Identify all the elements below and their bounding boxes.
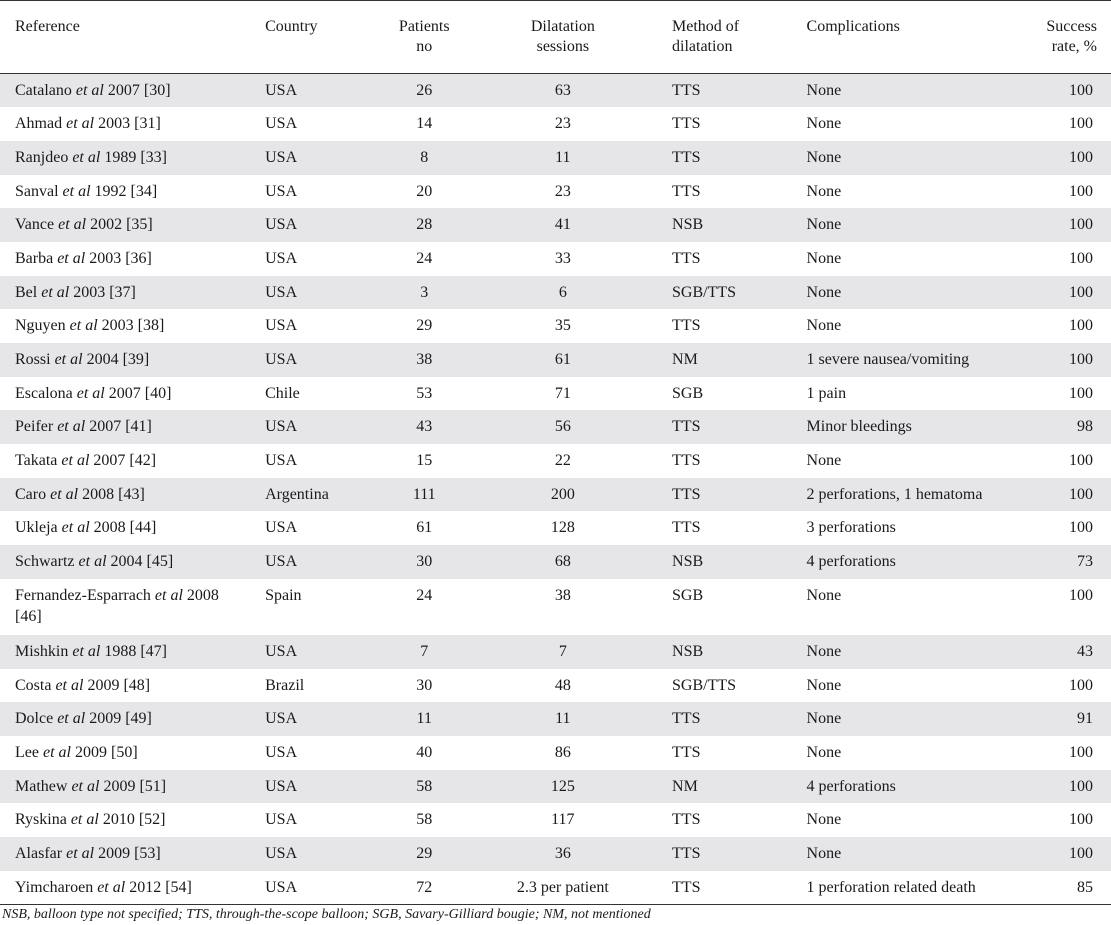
cell-patients: 3 — [420, 283, 429, 301]
reference-etal: et al — [58, 216, 87, 234]
cell-sessions: 36 — [554, 844, 571, 862]
cell-country: Spain — [265, 586, 302, 604]
cell-success-rate: 100 — [1069, 811, 1093, 829]
reference-year: 2004 [39] — [86, 351, 150, 368]
cell-method: TTS — [672, 485, 701, 503]
cell-method: TTS — [672, 82, 701, 99]
reference-author: Dolce — [15, 710, 54, 728]
reference-etal: et al — [50, 485, 79, 503]
cell-success-rate: 100 — [1069, 182, 1093, 200]
cell-country: USA — [265, 642, 298, 660]
reference-author: Costa — [15, 676, 52, 694]
cell-patients: 29 — [416, 317, 433, 335]
cell-method: SGB/TTS — [672, 283, 737, 301]
reference-author: Yimcharoen — [15, 878, 94, 896]
reference-etal: et al — [69, 317, 98, 335]
cell-reference — [0, 444, 251, 478]
cell-reference — [0, 669, 251, 703]
reference-etal: et al — [70, 811, 99, 829]
table-row — [0, 343, 1111, 377]
reference-author: Lee — [15, 743, 39, 761]
reference-year: 2007 [41] — [89, 418, 152, 436]
cell-success-rate: 85 — [1077, 878, 1093, 896]
reference-year: 2002 [35] — [90, 216, 153, 234]
reference-year: 2009 [50] — [74, 743, 138, 761]
table-row — [0, 579, 1111, 635]
reference-etal: et al — [76, 384, 105, 402]
table-row — [0, 242, 1111, 276]
cell-method: NM — [672, 777, 698, 795]
cell-method: TTS — [672, 519, 701, 537]
cell-reference — [0, 871, 251, 905]
header-row — [0, 1, 1111, 74]
cell-reference — [0, 410, 251, 444]
reference-year: 2009 [51] — [103, 777, 167, 795]
reference-etal: et al — [75, 82, 104, 99]
reference-year: 2003 [38] — [101, 317, 165, 335]
reference-author: Ukleja — [15, 519, 58, 537]
reference-year: 1989 [33] — [104, 148, 167, 166]
cell-complications: None — [806, 710, 842, 728]
cell-reference — [0, 141, 251, 175]
cell-country: USA — [265, 115, 298, 133]
table-row — [0, 511, 1111, 545]
cell-country: USA — [265, 283, 298, 301]
cell-sessions: 11 — [555, 148, 571, 166]
header-method-line1: Method of — [672, 18, 740, 35]
cell-patients: 38 — [416, 351, 433, 368]
cell-complications: 2 perforations, 1 hematoma — [806, 485, 983, 503]
table-row — [0, 635, 1111, 669]
cell-complications: None — [806, 216, 842, 234]
cell-complications: None — [806, 283, 842, 301]
reference-etal: et al — [54, 351, 83, 368]
cell-country: USA — [265, 452, 298, 470]
cell-reference — [0, 276, 251, 310]
header-country: Country — [265, 18, 318, 35]
reference-year: 2009 [48] — [87, 676, 151, 694]
cell-success-rate: 100 — [1069, 485, 1093, 503]
cell-reference — [0, 74, 251, 108]
header-method — [656, 1, 792, 74]
cell-reference — [0, 107, 251, 141]
reference-etal: et al — [61, 519, 90, 537]
reference-year: 2007 [42] — [93, 452, 157, 470]
cell-success-rate: 91 — [1077, 710, 1093, 728]
header-sessions — [470, 1, 656, 74]
reference-year: 2004 [45] — [110, 553, 174, 571]
table-row — [0, 702, 1111, 736]
header-reference: Reference — [15, 18, 80, 35]
cell-patients: 29 — [416, 844, 433, 862]
cell-method: SGB — [672, 384, 704, 402]
reference-etal: et al — [66, 844, 95, 862]
cell-success-rate: 100 — [1069, 844, 1093, 862]
reference-author: Caro — [15, 485, 47, 503]
cell-complications: 3 perforations — [806, 519, 896, 537]
cell-complications: None — [806, 811, 842, 829]
cell-patients: 28 — [416, 216, 433, 234]
cell-patients: 58 — [416, 777, 433, 795]
cell-sessions: 2.3 per patient — [516, 878, 609, 896]
cell-reference — [0, 343, 251, 377]
cell-sessions: 200 — [550, 485, 575, 503]
cell-sessions: 38 — [554, 586, 571, 604]
cell-patients: 72 — [416, 878, 433, 896]
cell-success-rate: 100 — [1069, 586, 1093, 604]
reference-author: Mishkin — [15, 642, 69, 660]
cell-country: USA — [265, 351, 298, 368]
cell-method: NSB — [672, 216, 704, 234]
table-row — [0, 309, 1111, 343]
cell-complications: None — [806, 642, 842, 660]
cell-complications: None — [806, 249, 842, 267]
cell-country: USA — [265, 182, 298, 200]
cell-patients: 24 — [416, 586, 433, 604]
cell-success-rate: 100 — [1069, 519, 1093, 537]
cell-complications: None — [806, 148, 842, 166]
cell-reference — [0, 511, 251, 545]
header-success-line2: rate, % — [1051, 38, 1097, 55]
cell-country: USA — [265, 878, 298, 896]
reference-year: 2009 [53] — [98, 844, 161, 862]
cell-country: USA — [265, 743, 298, 761]
reference-etal: et al — [154, 586, 183, 604]
cell-complications: 1 pain — [806, 384, 847, 402]
cell-method: TTS — [672, 811, 701, 829]
header-success-line1: Success — [1046, 18, 1097, 35]
cell-country: USA — [265, 216, 298, 234]
cell-sessions: 41 — [554, 216, 571, 234]
cell-patients: 8 — [420, 148, 429, 166]
cell-country: USA — [265, 249, 298, 267]
cell-success-rate: 100 — [1069, 777, 1093, 795]
cell-method: TTS — [672, 249, 701, 267]
cell-sessions: 35 — [554, 317, 571, 335]
table-row — [0, 208, 1111, 242]
cell-sessions: 33 — [554, 249, 571, 267]
cell-country: Chile — [265, 384, 300, 402]
cell-sessions: 71 — [554, 384, 571, 402]
reference-year: 2003 [31] — [98, 115, 161, 133]
reference-author: Takata — [15, 452, 58, 470]
cell-success-rate: 100 — [1069, 317, 1093, 335]
reference-author: Sanval — [15, 182, 59, 200]
cell-success-rate: 100 — [1069, 351, 1093, 368]
cell-success-rate: 100 — [1069, 743, 1093, 761]
reference-author: Escalona — [15, 384, 73, 402]
header-success — [1038, 1, 1111, 74]
cell-sessions: 11 — [555, 710, 571, 728]
cell-sessions: 68 — [554, 553, 571, 571]
cell-patients: 43 — [416, 418, 433, 436]
cell-reference — [0, 545, 251, 579]
header-patients-line2: no — [416, 38, 433, 55]
reference-author: Fernandez-Esparrach — [15, 586, 151, 604]
reference-author: Ahmad — [15, 115, 63, 133]
reference-author: Peifer — [15, 418, 54, 436]
cell-patients: 26 — [416, 82, 433, 99]
cell-method: SGB/TTS — [672, 676, 737, 694]
cell-success-rate: 100 — [1069, 148, 1093, 166]
cell-country: USA — [265, 148, 298, 166]
cell-patients: 30 — [416, 553, 433, 571]
cell-reference — [0, 702, 251, 736]
cell-complications: None — [806, 743, 842, 761]
header-sessions-line1: Dilatation — [530, 18, 595, 35]
cell-reference — [0, 770, 251, 804]
table-row — [0, 803, 1111, 837]
table-row — [0, 377, 1111, 411]
cell-complications: 4 perforations — [806, 553, 896, 571]
table-header — [0, 1, 1111, 74]
reference-author: Mathew — [15, 777, 68, 795]
table-row — [0, 669, 1111, 703]
cell-complications: None — [806, 317, 842, 335]
cell-success-rate: 73 — [1077, 553, 1093, 571]
cell-success-rate: 100 — [1069, 676, 1093, 694]
reference-year: 2008 [46] — [15, 586, 219, 625]
cell-method: TTS — [672, 115, 701, 133]
reference-year: 2010 [52] — [102, 811, 166, 829]
table-row — [0, 276, 1111, 310]
cell-patients: 111 — [412, 485, 436, 503]
reference-etal: et al — [57, 710, 86, 728]
cell-method: TTS — [672, 418, 701, 436]
table-row — [0, 410, 1111, 444]
reference-author: Bel — [15, 283, 38, 301]
cell-reference — [0, 242, 251, 276]
header-sessions-line2: sessions — [536, 38, 590, 55]
cell-method: NSB — [672, 642, 704, 660]
cell-method: TTS — [672, 452, 701, 470]
cell-country: USA — [265, 519, 298, 537]
cell-country: Argentina — [265, 485, 329, 503]
cell-sessions: 48 — [554, 676, 571, 694]
cell-complications: None — [806, 452, 842, 470]
cell-method: NM — [672, 351, 698, 368]
table-row — [0, 736, 1111, 770]
cell-sessions: 6 — [558, 283, 567, 301]
cell-reference — [0, 208, 251, 242]
cell-patients: 14 — [416, 115, 433, 133]
cell-reference — [0, 377, 251, 411]
table-footnote: NSB, balloon type not specified; TTS, through-the-scope balloon; SGB, Savary-Gilliard bougie; NM, not mentioned — [2, 907, 651, 922]
cell-complications: None — [806, 844, 842, 862]
reference-etal: et al — [72, 642, 101, 660]
cell-sessions: 23 — [554, 115, 571, 133]
cell-complications: None — [806, 82, 842, 99]
reference-year: 2003 [36] — [89, 249, 152, 267]
cell-complications: None — [806, 586, 842, 604]
cell-complications: Minor bleedings — [806, 418, 912, 436]
cell-sessions: 63 — [554, 82, 571, 99]
reference-author: Ryskina — [15, 811, 67, 829]
cell-method: TTS — [672, 317, 701, 335]
cell-country: USA — [265, 811, 298, 829]
table-row — [0, 107, 1111, 141]
cell-method: TTS — [672, 182, 701, 200]
cell-patients: 11 — [416, 710, 432, 728]
cell-method: NSB — [672, 553, 704, 571]
reference-author: Nguyen — [15, 317, 66, 335]
cell-sessions: 117 — [551, 811, 575, 829]
reference-year: 1988 [47] — [104, 642, 167, 660]
reference-etal: et al — [97, 878, 126, 896]
table-row — [0, 444, 1111, 478]
reference-author: Ranjdeo — [15, 148, 69, 166]
cell-country: USA — [265, 777, 298, 795]
header-complications: Complications — [806, 18, 900, 35]
reference-year: 2008 [44] — [93, 519, 157, 537]
cell-patients: 20 — [416, 182, 433, 200]
reference-etal: et al — [62, 182, 91, 200]
cell-country: USA — [265, 418, 298, 436]
cell-complications: 1 perforation related death — [806, 878, 976, 896]
reference-etal: et al — [66, 115, 95, 133]
cell-reference — [0, 309, 251, 343]
cell-sessions: 128 — [550, 519, 575, 537]
table-body — [0, 74, 1111, 905]
reference-author: Alasfar — [15, 844, 63, 862]
reference-year: 2009 [49] — [89, 710, 152, 728]
cell-patients: 61 — [416, 519, 433, 537]
cell-success-rate: 100 — [1069, 216, 1093, 234]
cell-method: TTS — [672, 743, 701, 761]
cell-sessions: 23 — [554, 182, 571, 200]
cell-method: SGB — [672, 586, 704, 604]
cell-sessions: 22 — [554, 452, 571, 470]
reference-author: Vance — [15, 216, 55, 234]
table-row — [0, 175, 1111, 209]
reference-etal: et al — [57, 249, 86, 267]
cell-sessions: 56 — [554, 418, 571, 436]
header-patients — [379, 1, 470, 74]
cell-country: USA — [265, 317, 298, 335]
reference-etal: et al — [61, 452, 90, 470]
cell-complications: 4 perforations — [806, 777, 896, 795]
cell-method: TTS — [672, 878, 701, 896]
cell-success-rate: 100 — [1069, 384, 1093, 402]
header-method-line2: dilatation — [672, 38, 733, 55]
cell-complications: None — [806, 115, 842, 133]
reference-author: Schwartz — [15, 553, 75, 571]
cell-reference — [0, 803, 251, 837]
cell-reference — [0, 635, 251, 669]
cell-method: TTS — [672, 148, 701, 166]
reference-author: Rossi — [15, 351, 51, 368]
reference-author: Catalano — [15, 82, 72, 99]
cell-reference — [0, 478, 251, 512]
cell-country: USA — [265, 553, 298, 571]
reference-year: 2007 [30] — [107, 82, 171, 99]
table-row — [0, 545, 1111, 579]
cell-method: TTS — [672, 710, 701, 728]
cell-complications: None — [806, 182, 842, 200]
cell-complications: None — [806, 676, 842, 694]
cell-success-rate: 100 — [1069, 452, 1093, 470]
cell-patients: 15 — [416, 452, 433, 470]
cell-country: Brazil — [265, 676, 305, 694]
cell-sessions: 125 — [550, 777, 575, 795]
cell-country: USA — [265, 82, 298, 99]
reference-year: 2007 [40] — [108, 384, 172, 402]
cell-reference — [0, 175, 251, 209]
cell-country: USA — [265, 844, 298, 862]
reference-etal: et al — [78, 553, 107, 571]
reference-year: 2008 [43] — [82, 485, 145, 503]
cell-sessions: 7 — [558, 642, 567, 660]
reference-year: 2012 [54] — [129, 878, 192, 896]
cell-success-rate: 100 — [1069, 283, 1093, 301]
cell-method: TTS — [672, 844, 701, 862]
reference-etal: et al — [72, 148, 101, 166]
cell-success-rate: 98 — [1077, 418, 1093, 436]
table-row — [0, 770, 1111, 804]
reference-etal: et al — [57, 418, 86, 436]
cell-patients: 40 — [416, 743, 433, 761]
cell-success-rate: 100 — [1069, 249, 1093, 267]
table-row — [0, 141, 1111, 175]
table-row — [0, 74, 1111, 108]
reference-etal: et al — [55, 676, 84, 694]
cell-reference — [0, 579, 251, 635]
cell-success-rate: 43 — [1077, 642, 1093, 660]
reference-etal: et al — [42, 743, 71, 761]
cell-patients: 30 — [416, 676, 433, 694]
cell-sessions: 86 — [554, 743, 571, 761]
cell-reference — [0, 837, 251, 871]
reference-etal: et al — [41, 283, 70, 301]
table-row — [0, 837, 1111, 871]
cell-patients: 53 — [416, 384, 433, 402]
header-patients-line1: Patients — [398, 18, 450, 35]
cell-sessions: 61 — [554, 351, 571, 368]
table-row — [0, 478, 1111, 512]
table-row — [0, 871, 1111, 905]
cell-patients: 7 — [420, 642, 429, 660]
cell-reference — [0, 736, 251, 770]
cell-success-rate: 100 — [1069, 82, 1093, 99]
cell-patients: 58 — [416, 811, 433, 829]
cell-complications: 1 severe nausea/vomiting — [806, 351, 970, 368]
reference-etal: et al — [71, 777, 100, 795]
cell-patients: 24 — [416, 249, 433, 267]
cell-country: USA — [265, 710, 298, 728]
reference-year: 2003 [37] — [73, 283, 136, 301]
reference-author: Barba — [15, 249, 54, 267]
reference-year: 1992 [34] — [94, 182, 158, 200]
cell-success-rate: 100 — [1069, 115, 1093, 133]
